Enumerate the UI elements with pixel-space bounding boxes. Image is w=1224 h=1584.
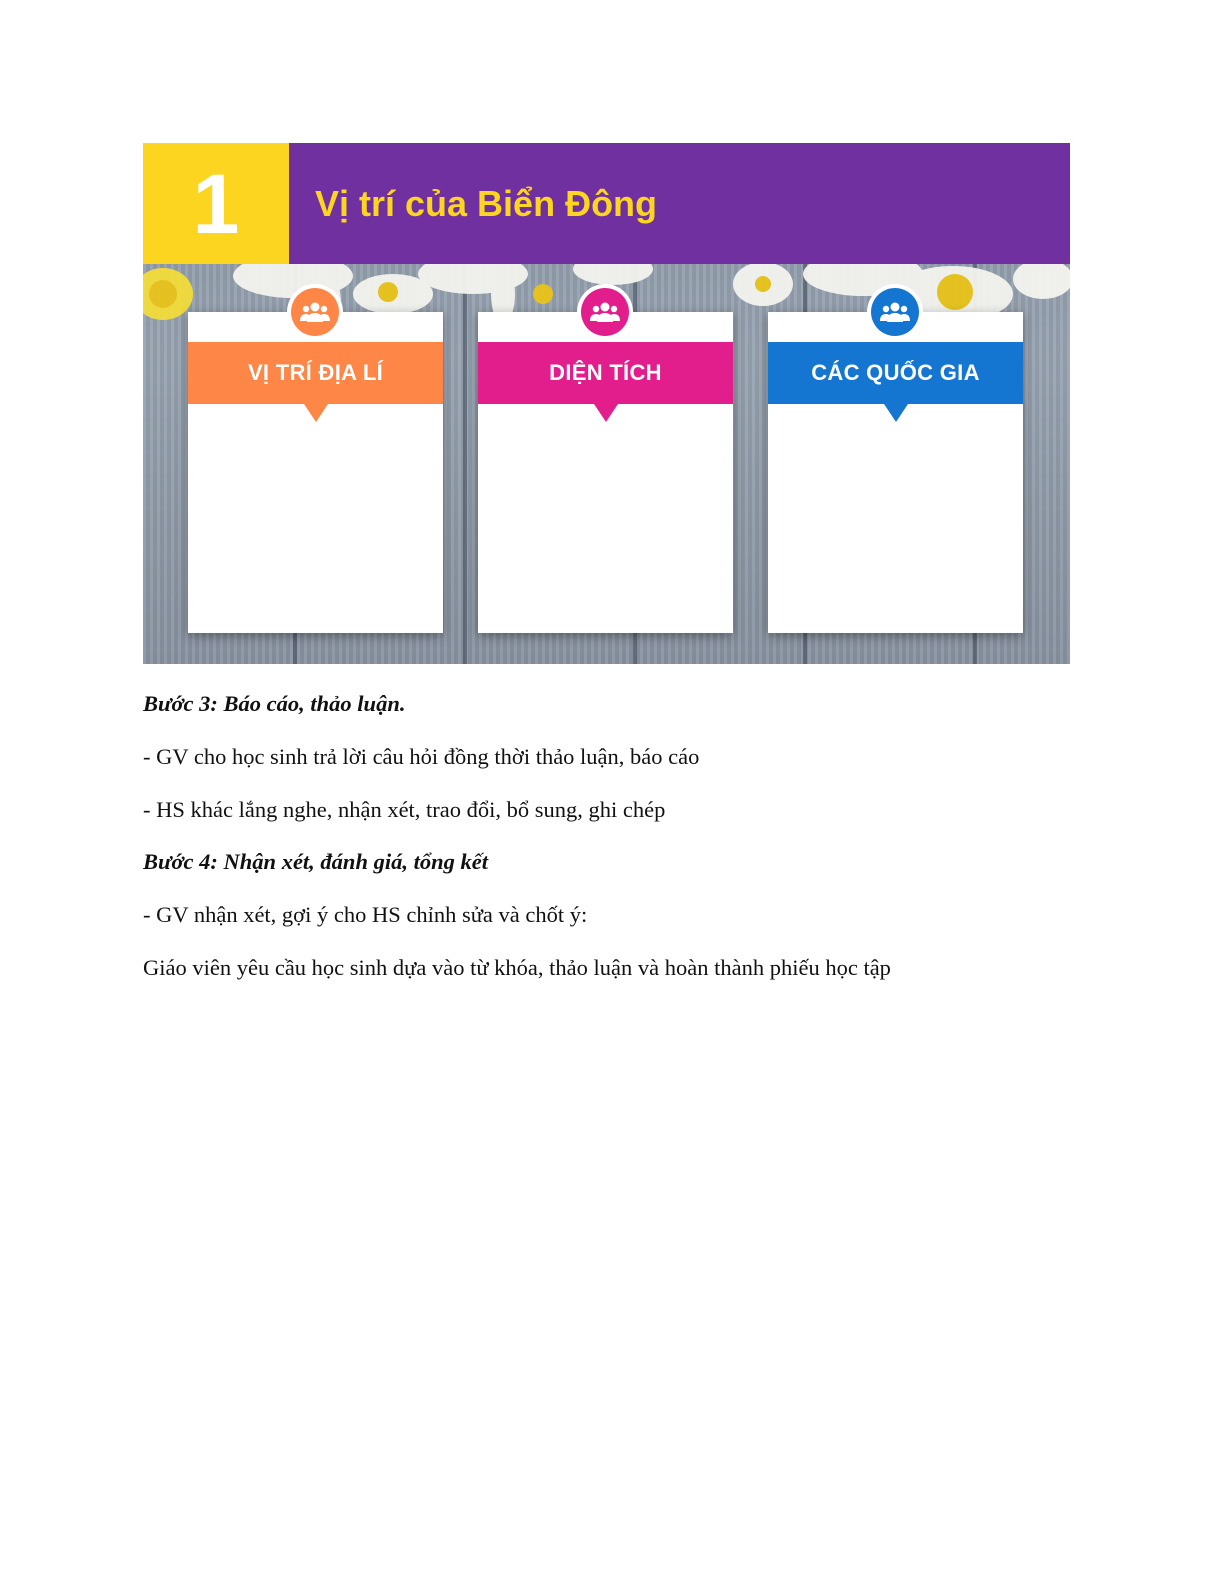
people-group-icon bbox=[880, 301, 910, 323]
step3-line1: - GV cho học sinh trả lời câu hỏi đồng thời thảo luận, báo cáo bbox=[143, 744, 700, 769]
card-header-dien-tich: DIỆN TÍCH bbox=[478, 342, 733, 404]
slide-image bbox=[143, 143, 1070, 664]
card-badge bbox=[867, 284, 923, 340]
card-pointer bbox=[884, 404, 908, 422]
step4-line1: - GV nhận xét, gợi ý cho HS chỉnh sửa và chốt ý: bbox=[143, 902, 588, 927]
slide-title: Vị trí của Biển Đông bbox=[315, 182, 658, 224]
people-group-icon bbox=[590, 301, 620, 323]
card-pointer bbox=[304, 404, 328, 422]
card-badge bbox=[287, 284, 343, 340]
step3-line2: - HS khác lắng nghe, nhận xét, trao đổi, bổ sung, ghi chép bbox=[143, 797, 666, 822]
card-dien-tich bbox=[478, 312, 733, 633]
card-pointer bbox=[594, 404, 618, 422]
card-badge bbox=[577, 284, 633, 340]
step4-heading: Bước 4: Nhận xét, đánh giá, tổng kết bbox=[143, 849, 488, 874]
card-cac-quoc-gia bbox=[768, 312, 1023, 633]
card-vi-tri-dia-li bbox=[188, 312, 443, 633]
card-header-vi-tri-dia-li: VỊ TRÍ ĐỊA LÍ bbox=[188, 342, 443, 404]
section-number: 1 bbox=[143, 143, 289, 264]
people-group-icon bbox=[300, 301, 330, 323]
card-header-cac-quoc-gia: CÁC QUỐC GIA bbox=[768, 342, 1023, 404]
step4-line2: Giáo viên yêu cầu học sinh dựa vào từ khóa, thảo luận và hoàn thành phiếu học tập bbox=[143, 955, 891, 980]
step3-heading: Bước 3: Báo cáo, thảo luận. bbox=[143, 691, 406, 716]
